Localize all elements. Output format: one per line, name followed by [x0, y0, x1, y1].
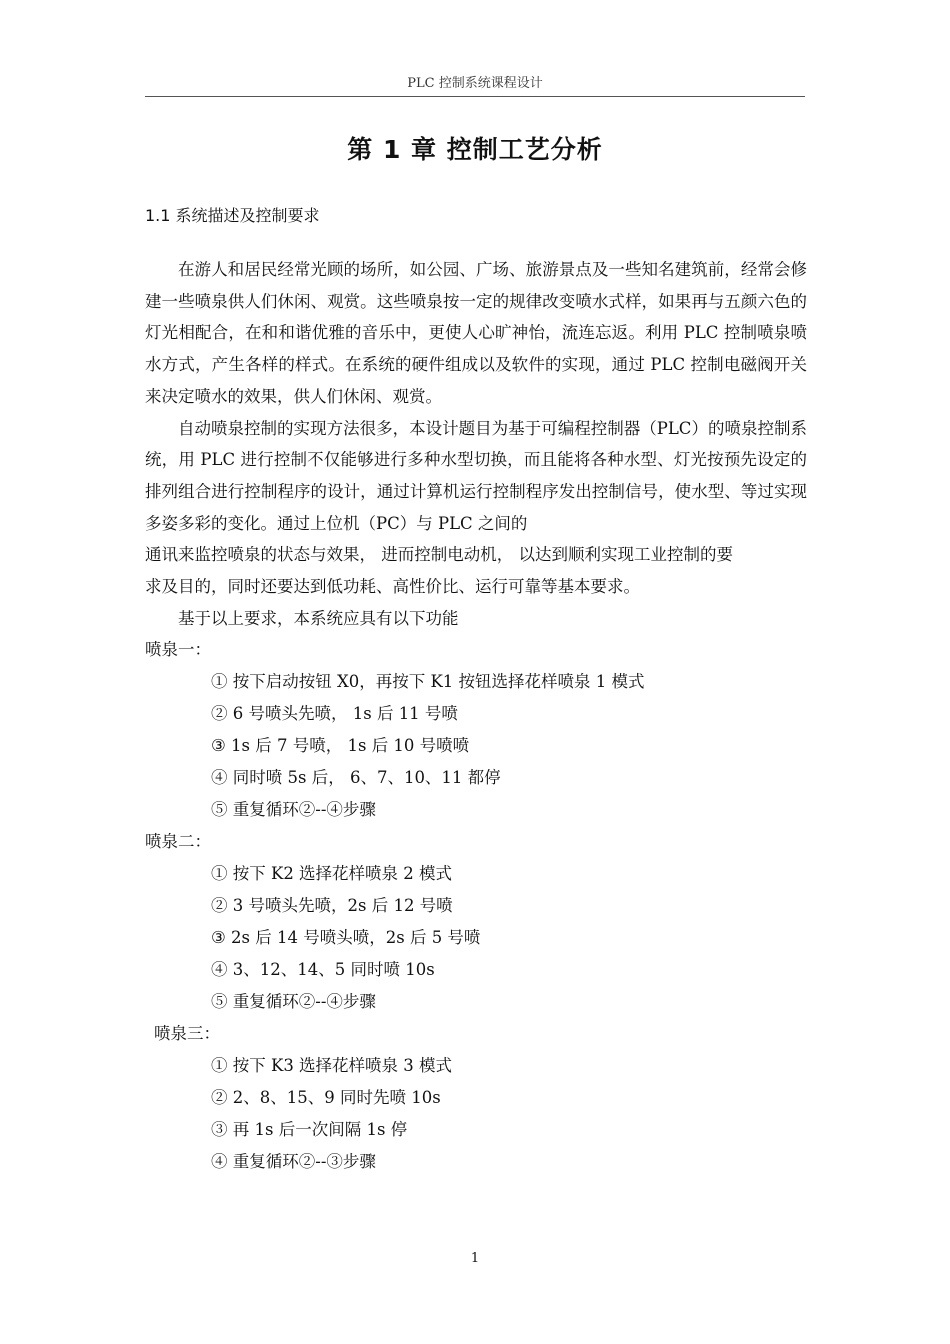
section-title: 1.1 系统描述及控制要求	[145, 206, 320, 225]
chapter-title: 第 1 章 控制工艺分析	[347, 135, 603, 164]
fountain-label: 喷泉二：	[145, 832, 211, 852]
text-line: 求及目的，同时还要达到低功耗、高性价比、运行可靠等基本要求。	[145, 577, 640, 597]
list-item: ④ 同时喷 5s 后， 6、7、10、11 都停	[211, 768, 501, 788]
fountain-label: 喷泉一：	[145, 640, 211, 660]
list-item: ② 6 号喷头先喷， 1s 后 11 号喷	[211, 704, 458, 724]
list-item: ② 3 号喷头先喷，2s 后 12 号喷	[211, 895, 453, 915]
header-divider	[145, 96, 805, 97]
list-item: ⑤ 重复循环②--④步骤	[211, 800, 376, 820]
running-header: PLC 控制系统课程设计	[407, 76, 543, 91]
list-item: ① 按下 K3 选择花样喷泉 3 模式	[211, 1055, 453, 1075]
list-item: ④ 重复循环②--③步骤	[211, 1151, 376, 1171]
list-item: ② 2、8、15、9 同时先喷 10s	[211, 1087, 441, 1107]
list-item: ④ 3、12、14、5 同时喷 10s	[211, 959, 435, 979]
list-item: ③ 1s 后 7 号喷， 1s 后 10 号喷喷	[211, 736, 470, 756]
body-text	[145, 254, 807, 1178]
paragraph: 在游人和居民经常光顾的场所，如公园、广场、旅游景点及一些知名建筑前，经常会修建一些喷泉供人们休闲、观赏。这些喷泉按一定的规律改变喷水式样，如果再与五颜六色的灯光相配合，在和和谐优雅的音乐中，更使人心旷神怡，流连忘返。利用 PLC 控制喷泉喷水方式，产生各样的样式。在系统的硬件组成以及软件的实现，通过 PLC 控制电磁阀开关来决定喷水的效果，供人们休闲、观赏。	[145, 260, 807, 406]
list-item: ⑤ 重复循环②--④步骤	[211, 991, 376, 1011]
intro-line: 基于以上要求，本系统应具有以下功能	[178, 608, 459, 628]
fountain-label: 喷泉三：	[154, 1023, 220, 1043]
paragraph: 自动喷泉控制的实现方法很多，本设计题目为基于可编程控制器（PLC）的喷泉控制系统，用 PLC 进行控制不仅能够进行多种水型切换，而且能将各种水型、灯光按预先设定的排列组合进行控制程序的设计，通过计算机运行控制程序发出控制信号，使水型、等过实现多姿多彩的变化。通过上位机（PC）与 PLC 之间的	[145, 418, 807, 533]
page-number: 1	[470, 1251, 480, 1266]
list-item: ③ 2s 后 14 号喷头喷，2s 后 5 号喷	[211, 927, 481, 947]
text-line: 通讯来监控喷泉的状态与效果， 进而控制电动机， 以达到顺利实现工业控制的要	[145, 545, 733, 565]
list-item: ① 按下 K2 选择花样喷泉 2 模式	[211, 863, 453, 883]
list-item: ③ 再 1s 后一次间隔 1s 停	[211, 1119, 408, 1139]
list-item: ① 按下启动按钮 X0，再按下 K1 按钮选择花样喷泉 1 模式	[211, 672, 645, 692]
